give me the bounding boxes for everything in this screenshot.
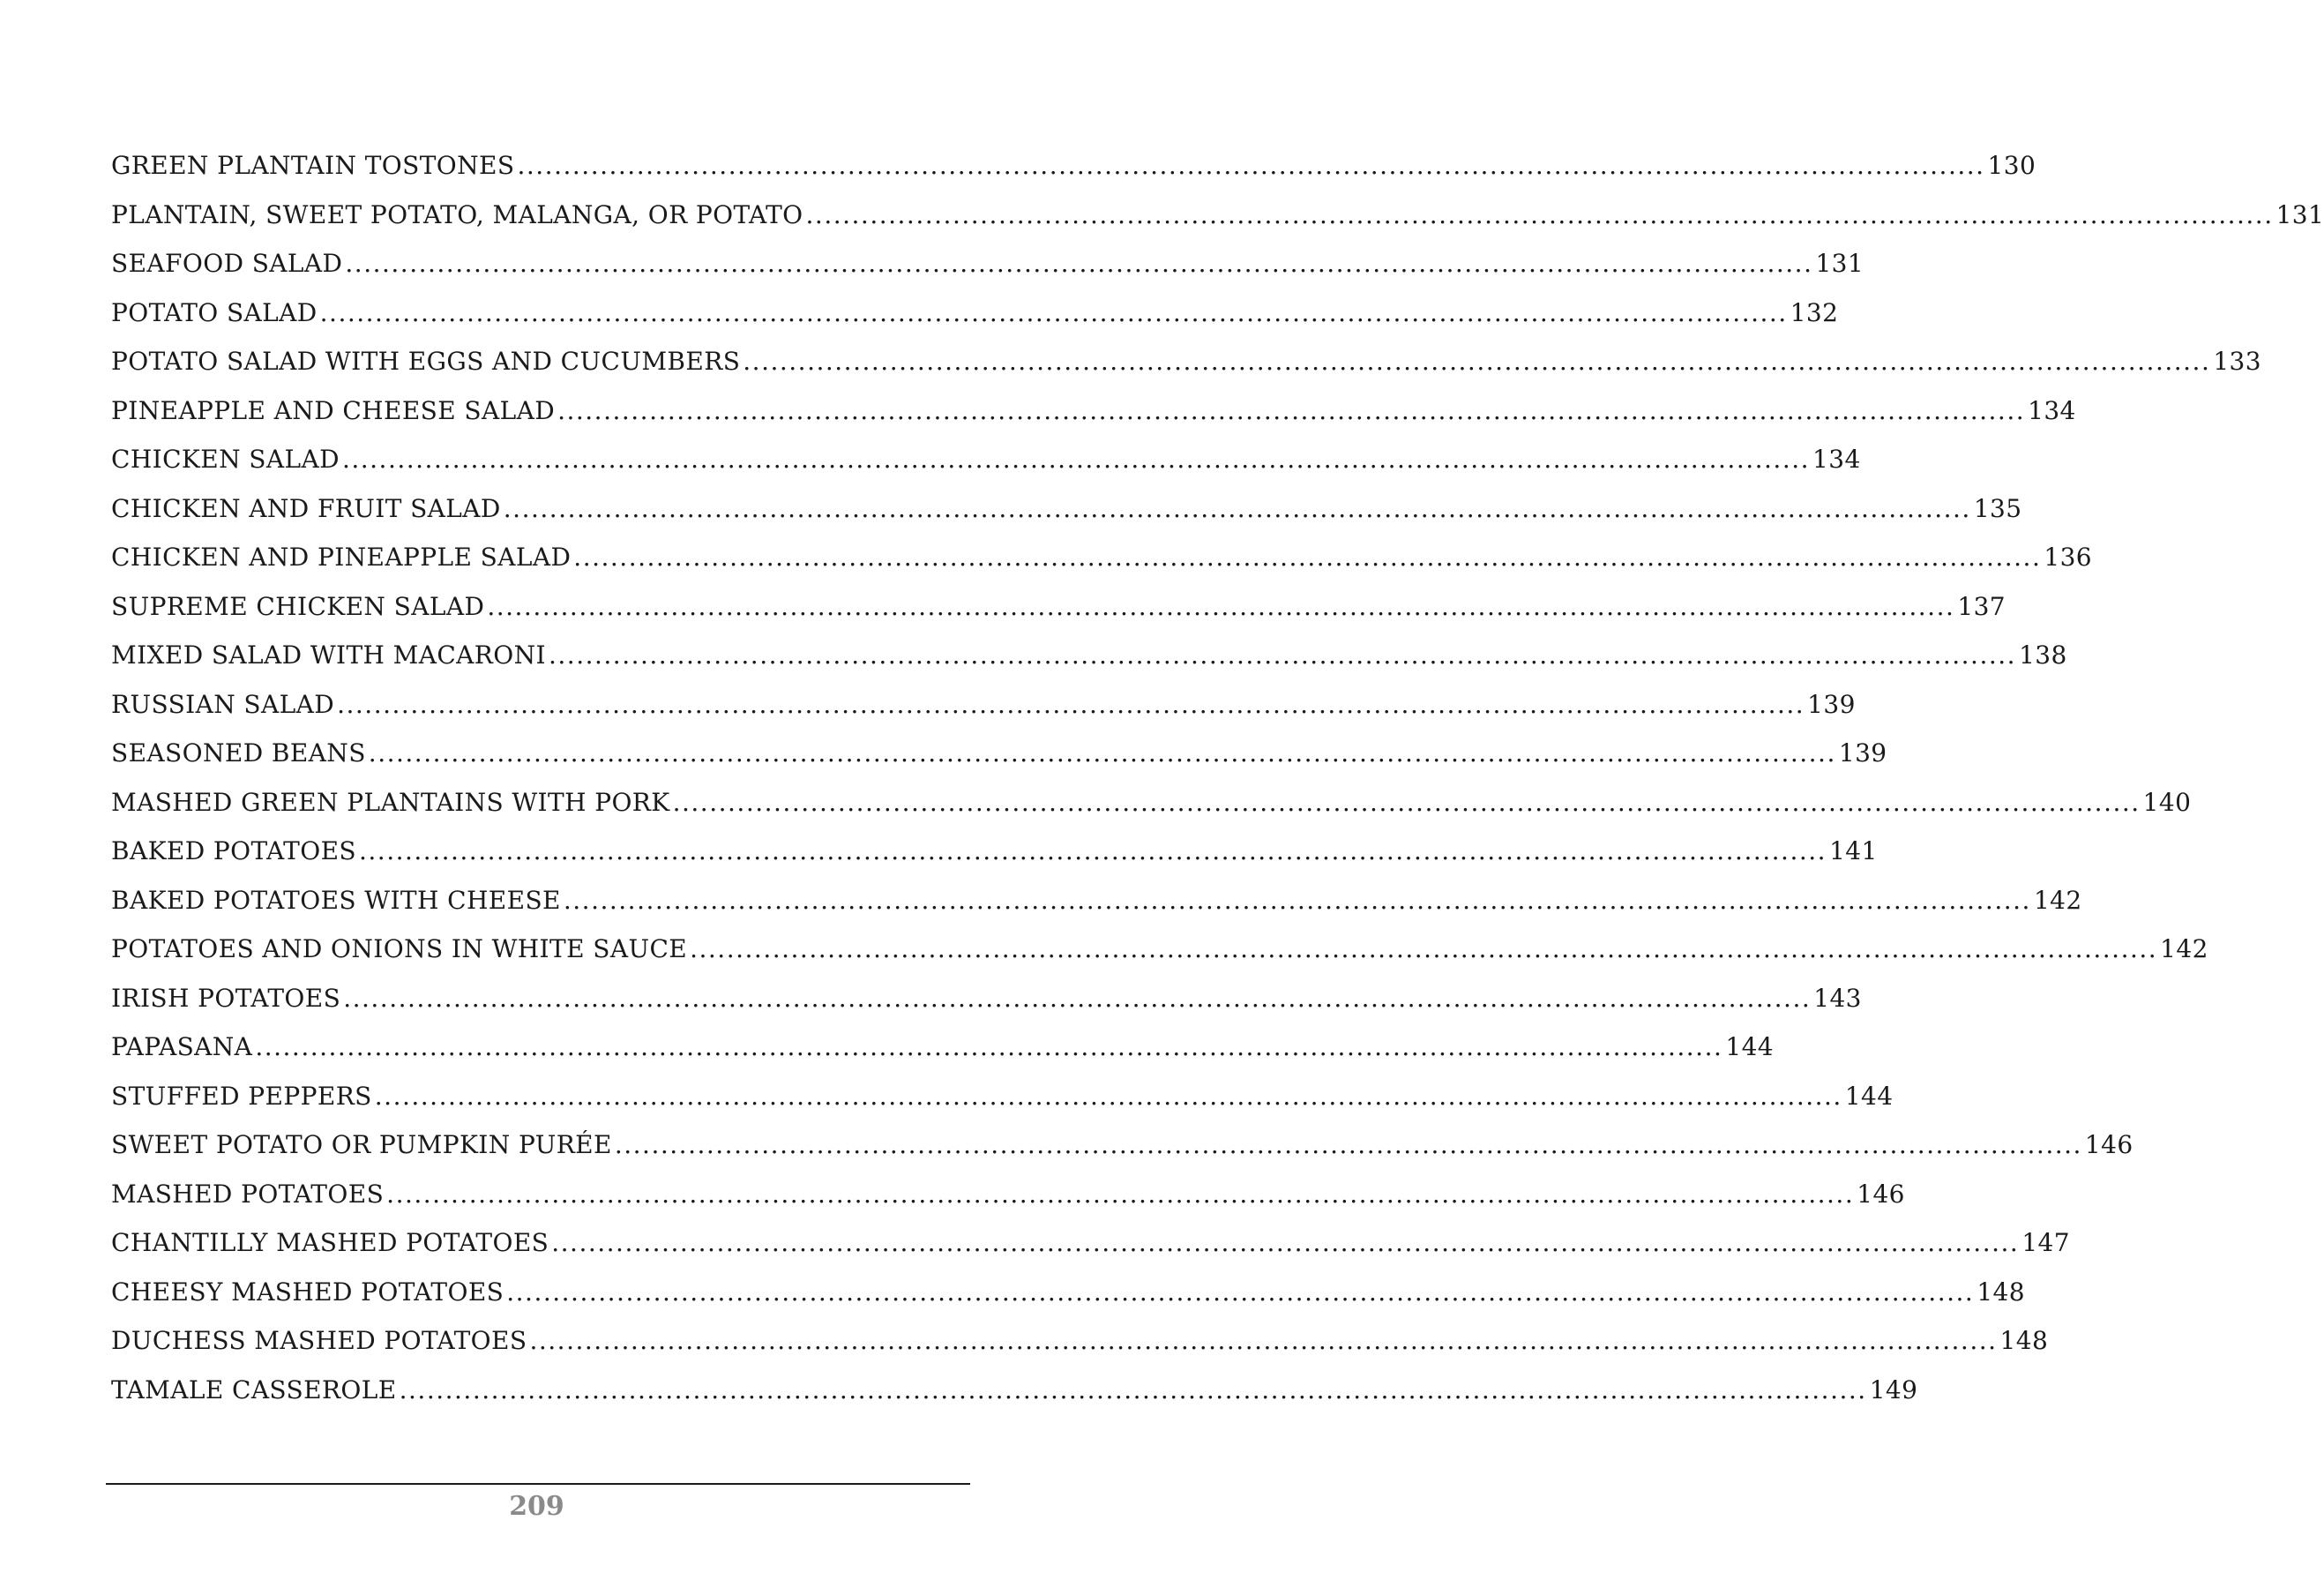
- toc-entry[interactable]: [111, 1032, 1775, 1082]
- toc-entry-title: SUPREME CHICKEN SALAD: [111, 591, 485, 621]
- toc-entry-title: MASHED GREEN PLANTAINS WITH PORK: [111, 787, 670, 817]
- toc-entry-page: 135: [1973, 493, 2022, 523]
- dot-leader: ................................................................................................................................................................: [529, 1326, 1998, 1355]
- toc-entry[interactable]: [111, 836, 1878, 886]
- toc-entry[interactable]: [111, 543, 2093, 592]
- dot-leader: ................................................................................................................................................................: [573, 543, 2042, 572]
- dot-leader: ................................................................................................................................................................: [614, 1130, 2082, 1159]
- dot-leader: ................................................................................................................................................................: [506, 1277, 1975, 1307]
- toc-entry-title: SEASONED BEANS: [111, 738, 366, 768]
- dot-leader: ................................................................................................................................................................: [805, 199, 2274, 229]
- dot-leader: ................................................................................................................................................................: [337, 689, 1805, 719]
- dot-leader: ................................................................................................................................................................: [386, 1179, 1855, 1209]
- toc-entry-title: POTATO SALAD WITH EGGS AND CUCUMBERS: [111, 347, 741, 376]
- toc-entry-title: GREEN PLANTAIN TOSTONES: [111, 151, 515, 180]
- toc-entry-page: 138: [2019, 640, 2067, 670]
- toc-entry[interactable]: [111, 1375, 1918, 1425]
- dot-leader: ................................................................................................................................................................: [343, 983, 1812, 1013]
- toc-entry[interactable]: [111, 640, 2067, 690]
- toc-entry-page: 141: [1829, 836, 1878, 865]
- toc-entry-title: PAPASANA: [111, 1032, 253, 1061]
- toc-entry[interactable]: [111, 885, 2082, 935]
- dot-leader: ................................................................................................................................................................: [551, 1228, 2020, 1257]
- dot-leader: ................................................................................................................................................................: [399, 1375, 1867, 1404]
- toc-entry-title: SEAFOOD SALAD: [111, 249, 343, 278]
- dot-leader: ................................................................................................................................................................: [672, 787, 2141, 817]
- toc-entry-page: 136: [2044, 543, 2093, 572]
- page-number: 209: [509, 1491, 564, 1522]
- toc-entry-title: STUFFED PEPPERS: [111, 1081, 372, 1111]
- footer-divider: [106, 1483, 970, 1485]
- dot-leader: ................................................................................................................................................................: [517, 151, 1985, 180]
- toc-entry-page: 134: [2028, 395, 2076, 425]
- toc-entry-page: 137: [1957, 591, 2006, 621]
- toc-entry[interactable]: [111, 199, 2324, 250]
- toc-entry-title: MIXED SALAD WITH MACARONI: [111, 640, 546, 670]
- dot-leader: ................................................................................................................................................................: [255, 1032, 1723, 1061]
- toc-entry-page: 146: [1857, 1179, 1905, 1209]
- toc-entry-title: BAKED POTATOES WITH CHEESE: [111, 885, 561, 915]
- toc-entry[interactable]: [111, 445, 1861, 494]
- dot-leader: ................................................................................................................................................................: [563, 885, 2031, 915]
- dot-leader: ................................................................................................................................................................: [359, 836, 1827, 865]
- toc-entry[interactable]: [111, 1228, 2070, 1277]
- toc-entry-title: POTATOES AND ONIONS IN WHITE SAUCE: [111, 934, 688, 963]
- toc-entry-title: PINEAPPLE AND CHEESE SALAD: [111, 395, 556, 425]
- toc-entry-page: 132: [1790, 297, 1839, 327]
- dot-leader: ................................................................................................................................................................: [557, 395, 2026, 425]
- toc-entry-page: 148: [1977, 1277, 2025, 1307]
- toc-entry-title: MASHED POTATOES: [111, 1179, 385, 1209]
- toc-entry-title: CHEESY MASHED POTATOES: [111, 1277, 504, 1307]
- dot-leader: ................................................................................................................................................................: [374, 1081, 1842, 1111]
- toc-entry-title: CHICKEN AND PINEAPPLE SALAD: [111, 543, 572, 572]
- dot-leader: ................................................................................................................................................................: [690, 934, 2158, 963]
- toc-entry-page: 147: [2021, 1228, 2070, 1257]
- toc-entry[interactable]: [111, 689, 1856, 739]
- toc-entry[interactable]: [111, 493, 2022, 543]
- toc-entry-page: 146: [2084, 1130, 2133, 1159]
- toc-entry[interactable]: [111, 1130, 2133, 1180]
- toc-entry[interactable]: [111, 297, 1839, 348]
- toc-entry-page: 149: [1869, 1375, 1918, 1404]
- toc-entry-page: 131: [1815, 249, 1864, 278]
- toc-entry-title: POTATO SALAD: [111, 297, 318, 327]
- toc-entry-title: CHICKEN SALAD: [111, 445, 340, 474]
- toc-entry-page: 130: [1987, 151, 2036, 180]
- toc-entry-title: IRISH POTATOES: [111, 983, 341, 1013]
- toc-entry-page: 134: [1812, 445, 1861, 474]
- toc-entry-title: PLANTAIN, SWEET POTATO, MALANGA, OR POTATO: [111, 199, 803, 229]
- toc-entry-title: RUSSIAN SALAD: [111, 689, 335, 719]
- toc-entry[interactable]: [111, 591, 2006, 641]
- dot-leader: ................................................................................................................................................................: [319, 297, 1788, 327]
- dot-leader: ................................................................................................................................................................: [743, 347, 2211, 376]
- toc-entry[interactable]: [111, 347, 2261, 396]
- toc-entry[interactable]: [111, 738, 1887, 788]
- toc-entry-title: CHANTILLY MASHED POTATOES: [111, 1228, 549, 1257]
- toc-entry[interactable]: [111, 983, 1862, 1033]
- dot-leader: ................................................................................................................................................................: [487, 591, 1955, 621]
- dot-leader: ................................................................................................................................................................: [341, 445, 1811, 474]
- toc-entry[interactable]: [111, 1179, 1905, 1229]
- toc-entry[interactable]: [111, 151, 2036, 200]
- toc-entry-title: DUCHESS MASHED POTATOES: [111, 1326, 527, 1355]
- dot-leader: ................................................................................................................................................................: [503, 493, 1971, 523]
- toc-entry-title: BAKED POTATOES: [111, 836, 356, 865]
- toc-entry-title: TAMALE CASSEROLE: [111, 1375, 397, 1404]
- toc-entry-page: 144: [1844, 1081, 1894, 1111]
- toc-entry-page: 142: [2160, 934, 2208, 963]
- toc-entry[interactable]: [111, 395, 2076, 446]
- toc-entry-page: 140: [2142, 787, 2192, 817]
- dot-leader: ................................................................................................................................................................: [345, 249, 1813, 278]
- toc-entry[interactable]: [111, 934, 2208, 984]
- toc-entry[interactable]: [111, 1081, 1894, 1131]
- dot-leader: ................................................................................................................................................................: [549, 640, 2017, 670]
- toc-entry[interactable]: [111, 1326, 2049, 1375]
- toc-entry-page: 143: [1813, 983, 1862, 1013]
- toc-entry-title: CHICKEN AND FRUIT SALAD: [111, 493, 501, 523]
- toc-entry-title: SWEET POTATO OR PUMPKIN PURÉE: [111, 1130, 612, 1159]
- toc-entry-page: 144: [1725, 1032, 1775, 1061]
- toc-entry[interactable]: [111, 249, 1864, 298]
- toc-entry-page: 148: [1999, 1326, 2049, 1355]
- toc-entry-page: 139: [1807, 689, 1856, 719]
- toc-entry[interactable]: [111, 787, 2192, 837]
- toc-entry-page: 131: [2275, 199, 2324, 229]
- toc-entry-page: 142: [2033, 885, 2082, 915]
- toc-entry-page: 139: [1838, 738, 1887, 768]
- toc-entry-page: 133: [2213, 347, 2261, 376]
- table-of-contents: [111, 151, 2324, 1424]
- toc-entry[interactable]: [111, 1277, 2025, 1327]
- dot-leader: ................................................................................................................................................................: [368, 738, 1836, 768]
